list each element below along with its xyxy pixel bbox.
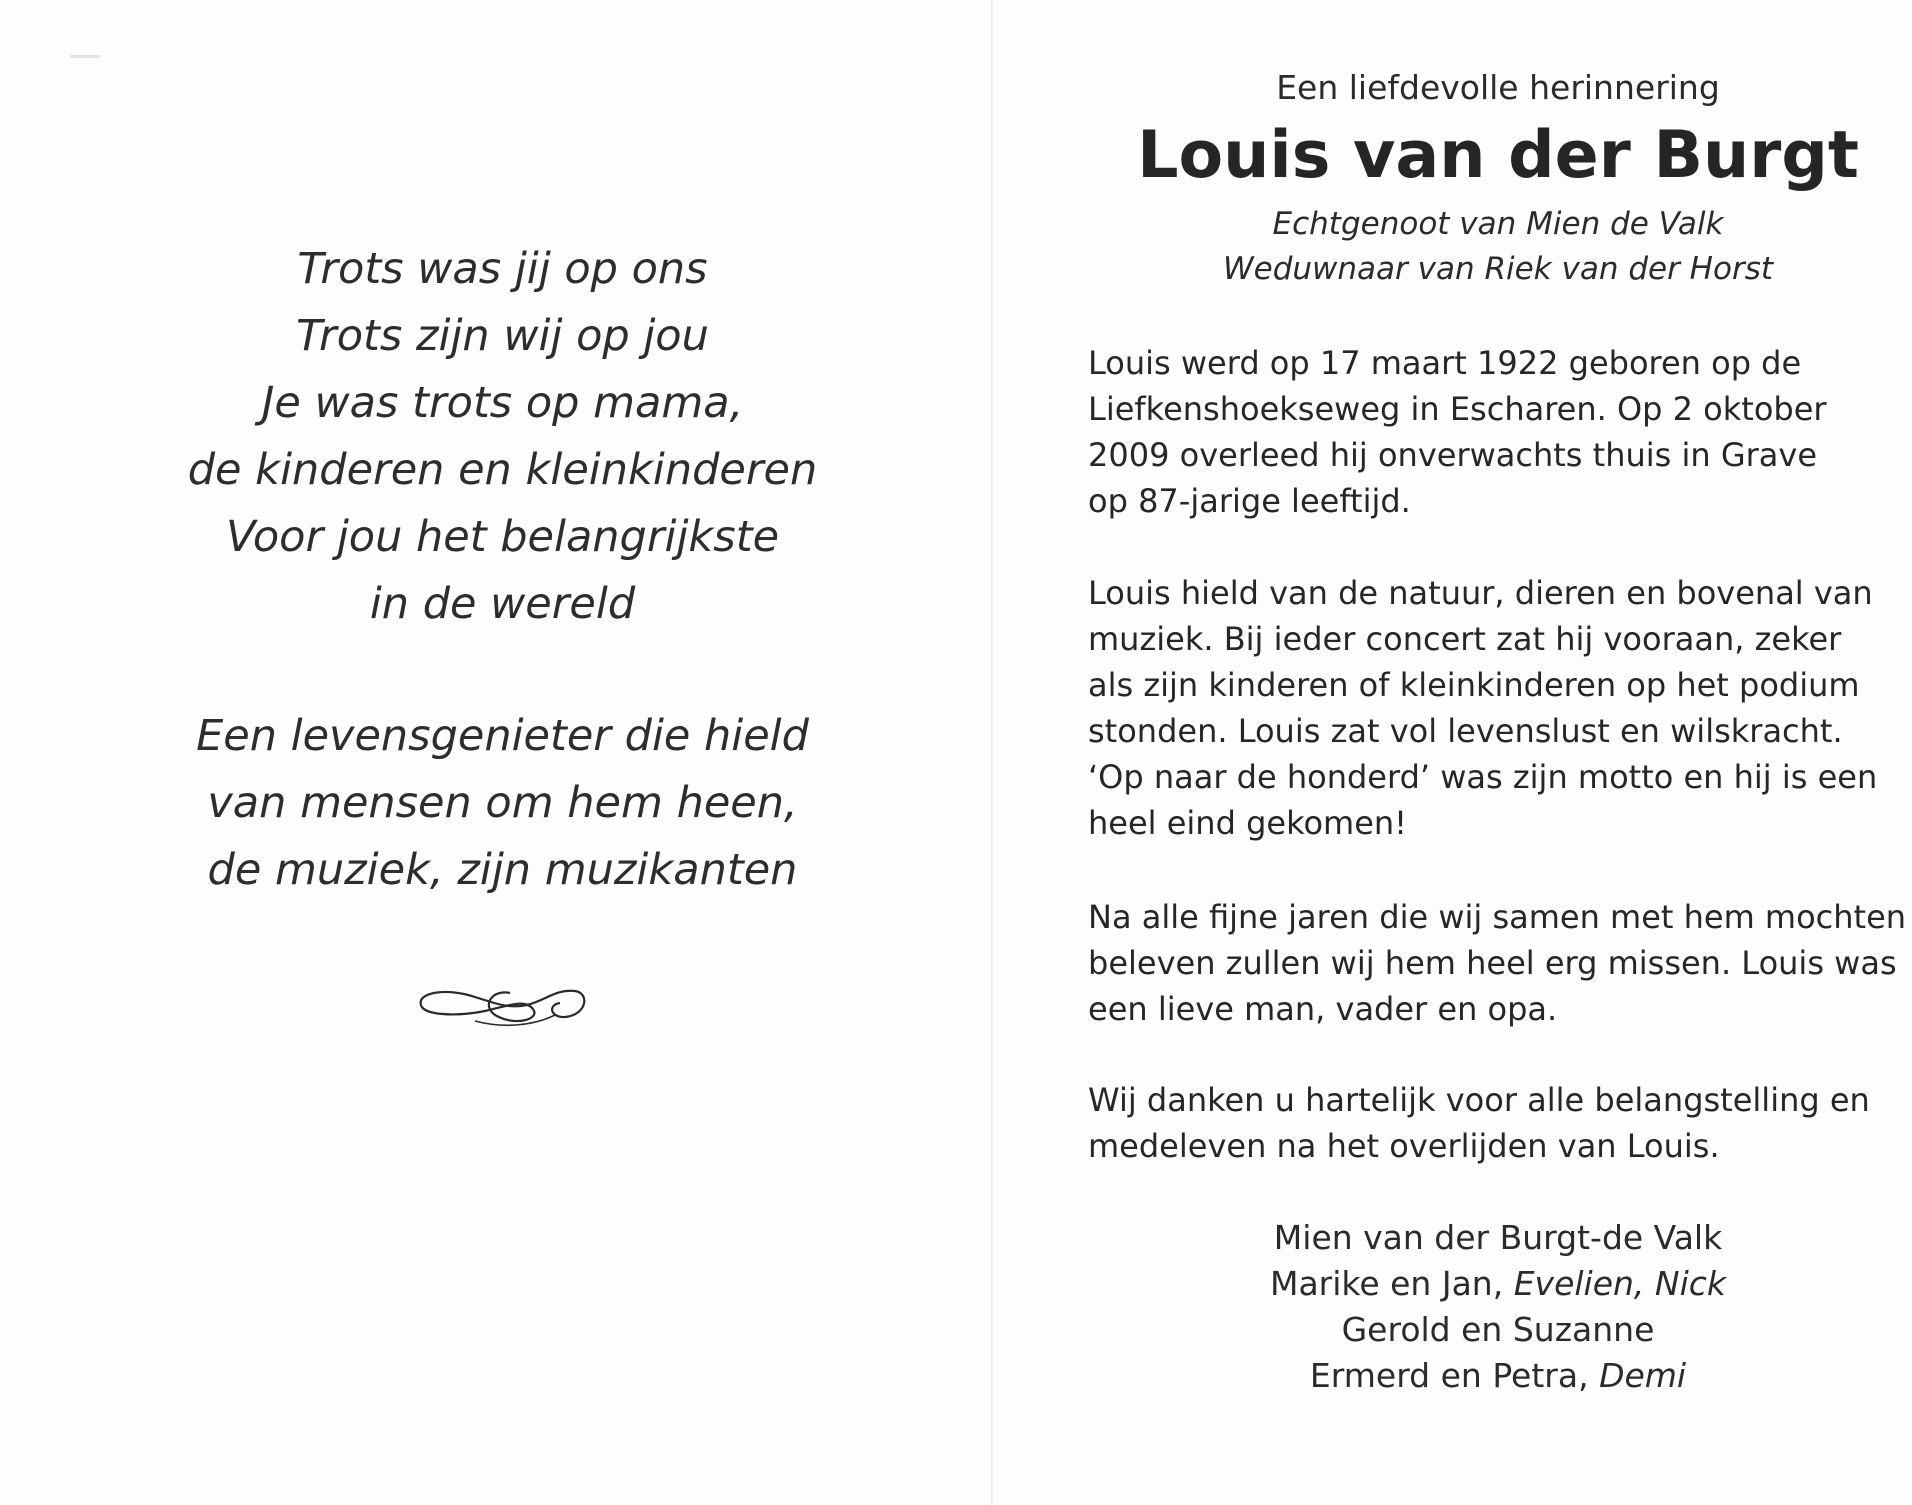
text-line: als zijn kinderen of kleinkinderen op het podium [1088, 666, 1860, 704]
grandchildren-names: Evelien, Nick [1513, 1264, 1727, 1303]
obituary-panel [993, 0, 1912, 1505]
poem-line: de muziek, zijn muzikanten [207, 845, 798, 895]
widower-line: Weduwnaar van Riek van der Horst [1222, 251, 1774, 287]
paragraph-thanks [1088, 1077, 1908, 1169]
text-line: medeleven na het overlijden van Louis. [1088, 1127, 1720, 1165]
text-line: een lieve man, vader en opa. [1088, 990, 1558, 1028]
text-line: op 87-jarige leeftijd. [1088, 482, 1411, 520]
paragraph-missing [1088, 894, 1908, 1032]
poem-line: in de wereld [369, 579, 636, 629]
text-line: stonden. Louis zat vol levenslust en wilskracht. [1088, 712, 1843, 750]
text-line: 2009 overleed hij onverwachts thuis in Grave [1088, 436, 1818, 474]
text-line: Wij danken u hartelijk voor alle belangstelling en [1088, 1081, 1870, 1119]
poem-line: de kinderen en kleinkinderen [187, 445, 818, 495]
poem-line: Een levensgenieter die hield [196, 711, 809, 761]
poem-line: Trots zijn wij op jou [296, 311, 709, 361]
signature-names: Ermerd en Petra, [1309, 1356, 1600, 1395]
family-signature [993, 1215, 1912, 1399]
poem-line: Voor jou het belangrijkste [225, 512, 780, 562]
text-line: heel eind gekomen! [1088, 804, 1407, 842]
deceased-name: Louis van der Burgt [1137, 118, 1859, 193]
text-line: Na alle fijne jaren die wij samen met hem mochten [1088, 898, 1907, 936]
paragraph-passions [1088, 570, 1908, 846]
relations-block [993, 202, 1912, 292]
signature-line: Gerold en Suzanne [1341, 1310, 1655, 1349]
signature-line [993, 1261, 1912, 1307]
signature-names: Marike en Jan, [1269, 1264, 1514, 1303]
spouse-line: Echtgenoot van Mien de Valk [1272, 206, 1724, 242]
text-line: ‘Op naar de honderd’ was zijn motto en hij is een [1088, 758, 1878, 796]
poem-line: Trots was jij op ons [297, 244, 708, 294]
signature-line [993, 1353, 1912, 1399]
text-line: Louis hield van de natuur, dieren en bovenal van [1088, 574, 1873, 612]
text-line: muziek. Bij ieder concert zat hij vooraan, zeker [1088, 620, 1842, 658]
poem-stanza-2 [0, 703, 1005, 904]
text-line: beleven zullen wij hem heel erg missen. Louis was [1088, 944, 1897, 982]
poem-line: Je was trots op mama, [261, 378, 744, 428]
grandchildren-names: Demi [1599, 1356, 1687, 1395]
signature-line: Mien van der Burgt-de Valk [1273, 1218, 1723, 1257]
paragraph-birth-death [1088, 340, 1908, 524]
flourish-ornament-icon [415, 975, 590, 1035]
poem-stanza-1 [0, 236, 1005, 638]
poem-line: van mensen om hem heen, [207, 778, 798, 828]
memorial-subtitle: Een liefdevolle herinnering [1276, 68, 1720, 107]
text-line: Louis werd op 17 maart 1922 geboren op de [1088, 344, 1802, 382]
text-line: Liefkenshoekseweg in Escharen. Op 2 oktober [1088, 390, 1827, 428]
